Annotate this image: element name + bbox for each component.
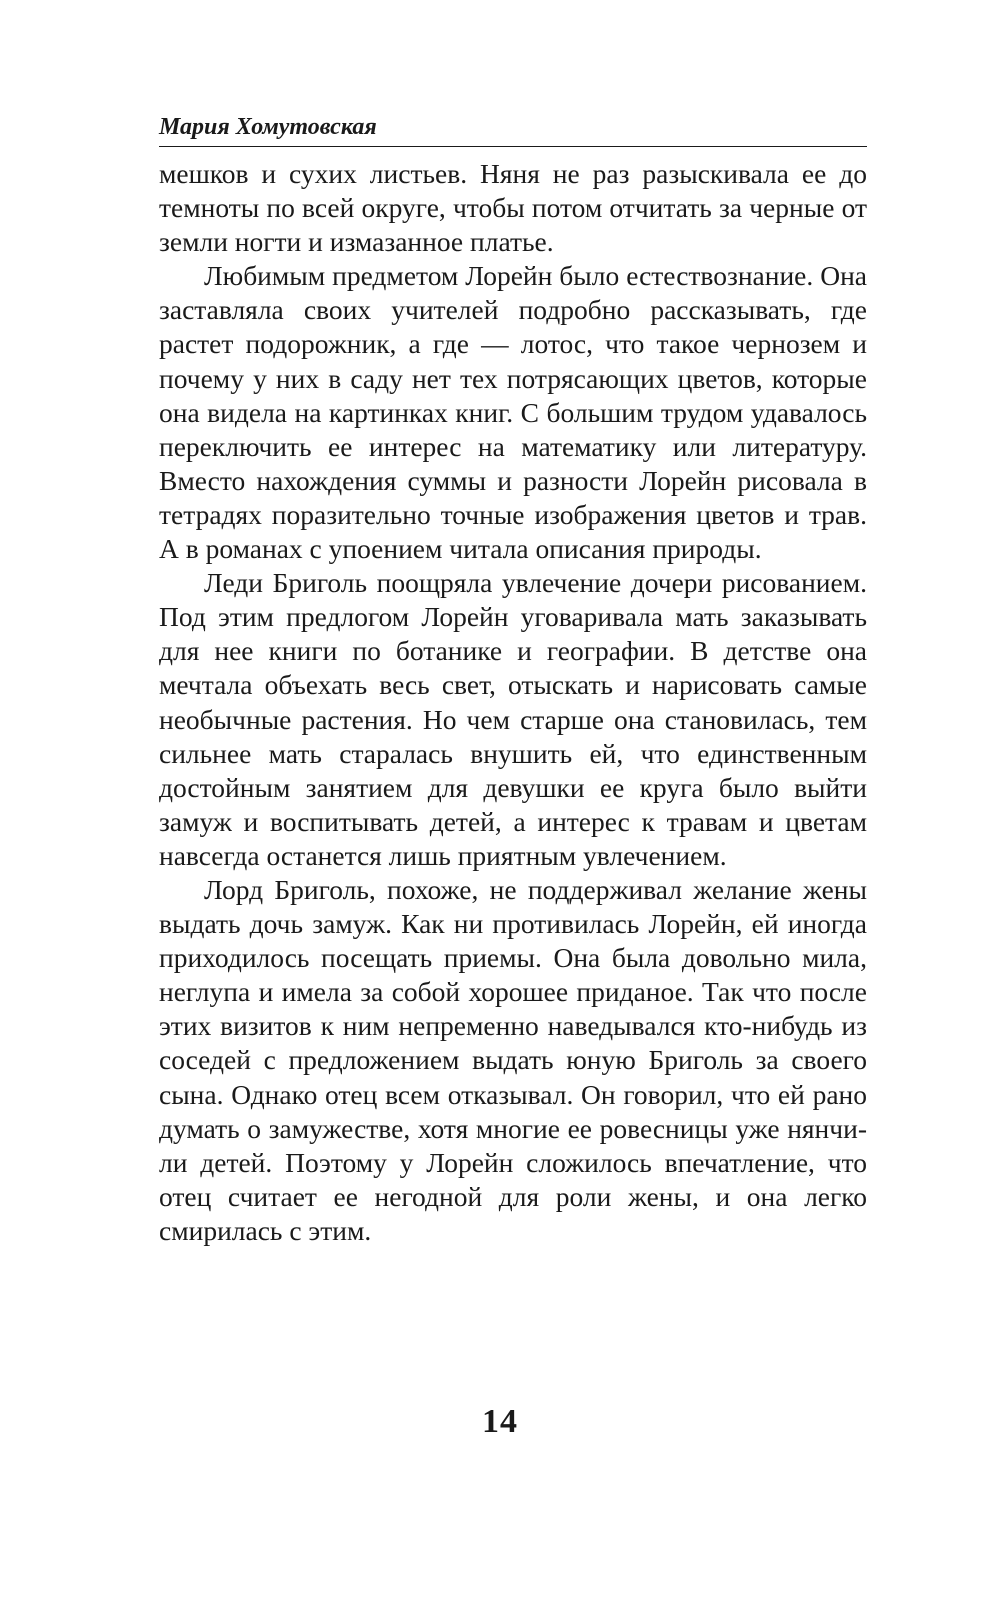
page-number: 14 bbox=[482, 1403, 518, 1440]
paragraph: Любимым предметом Лорейн было естествознание. Она заставляла своих учителей подробно рассказывать, где растет подорожник, а где — лотос, что такое чернозем и почему у них в саду нет тех потрясающих цветов, которые она видела на картинках книг. С большим трудом удавалось переключить ее интерес на математику или литературу. Вместо нахождения суммы и разности Лорейн рисовала в тетрадях поразительно точные изображения цветов и трав. А в романах с упоением читала описания природы. bbox=[159, 260, 867, 565]
book-page bbox=[159, 112, 867, 1248]
paragraph: Лорд Бриголь, похоже, не поддерживал желание жены выдать дочь замуж. Как ни противилась Лорейн, ей иногда приходилось посещать приемы. Она была довольно мила, неглупа и имела за собой хорошее приданое. Так что после этих визитов к ним непременно наведывался кто-нибудь из соседей с предложением выдать юную Бриголь за своего сына. Однако отец всем отказывал. Он говорил, что ей рано думать о замужестве, хотя многие ее ровесницы уже нянчили детей. Поэтому у Лорейн сложилось впечатление, что отец считает ее негодной для роли жены, и она легко смирилась с этим. bbox=[159, 873, 867, 1246]
paragraph: Леди Бриголь поощряла увлечение дочери рисованием. Под этим предлогом Лорейн уговаривала мать заказывать для нее книги по ботанике и географии. В детстве она мечтала объехать весь свет, отыскать и нарисовать самые необычные растения. Но чем старше она становилась, тем сильнее мать старалась внушить ей, что единственным достойным занятием для девушки ее круга было выйти замуж и воспитывать детей, а интерес к травам и цветам навсегда останется лишь приятным увлечением. bbox=[159, 567, 867, 871]
running-header-author: Мария Хомутовская bbox=[159, 112, 867, 147]
paragraph-continued: мешков и сухих листьев. Няня не раз разыскивала ее до темноты по всей округе, чтобы потом отчитать за черные от земли ногти и измазанное платье. bbox=[159, 158, 867, 258]
page-body-text bbox=[159, 157, 867, 1248]
